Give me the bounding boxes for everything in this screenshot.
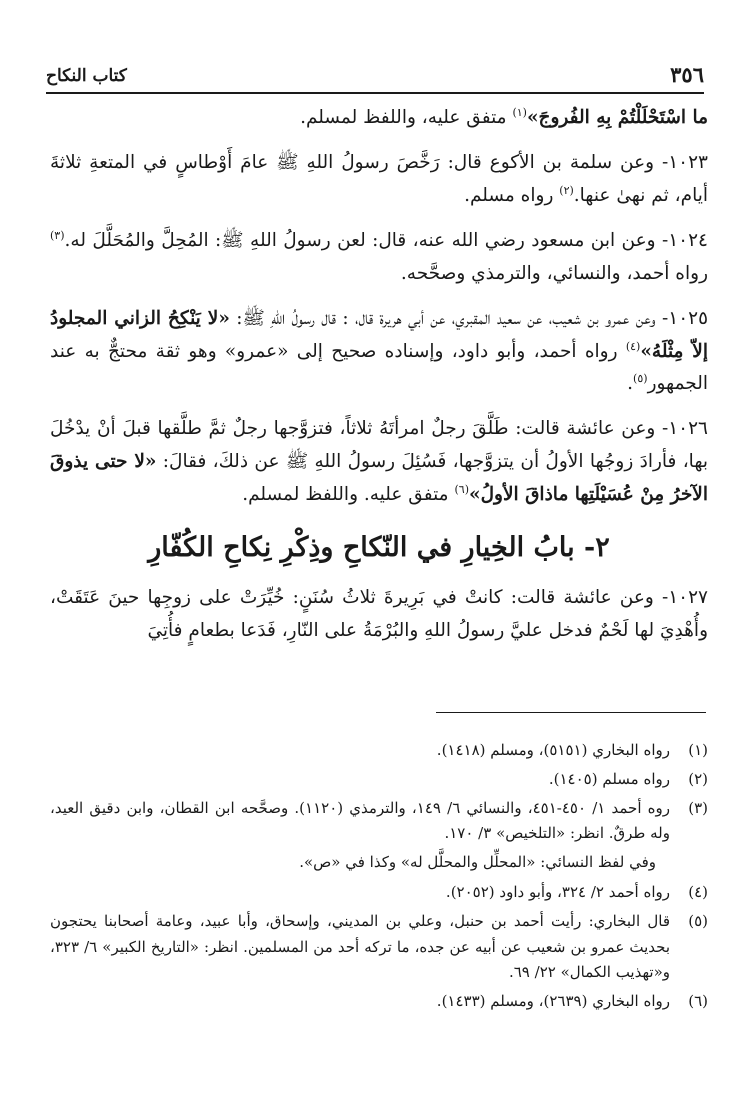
footnote-text: روه أحمد ١/ ٤٥٠-٤٥١، والنسائي ٦/ ١٤٩، والترمذي (١١٢٠). وصحَّحه ابن القطان، وابن دقيق العيد، وله طرقٌ. انظر: «التلخيص» ٣/ ١٧٠.	[50, 798, 671, 843]
footnote-text: قال البخاري: رأيت أحمد بن حنبل، وعلي بن المديني، وإسحاق، وأبا عبيد، وعامة أصحابنا يحتجون بحديث عمرو بن شعيب عن أبيه عن جده، ما تركه أحد من المسلمين. انظر: «التاريخ الكبير» ٦/ ٣٢٣، و«تهذيب الكمال» ٢٢/ ٦٩.	[50, 911, 670, 982]
main-text	[50, 102, 708, 658]
hadith-quote: «لا يَنْكِحُ الزاني المجلودُ إلاّ مِثْلَهُ»	[50, 307, 708, 362]
book-title: كتاب النكاح	[46, 66, 127, 86]
footnote-ref: (٣)	[50, 228, 65, 242]
paragraph-text: .	[627, 373, 634, 395]
footnote-ref: (٥)	[633, 372, 648, 386]
footnote-ref: (١)	[512, 105, 527, 119]
footnote-number: (٣)	[688, 798, 708, 817]
footnote-text: رواه البخاري (٥١٥١)، ومسلم (١٤١٨).	[436, 741, 670, 759]
hadith-1023	[50, 147, 708, 213]
paragraph-text: ١٠٢٣- وعن سلمة بن الأكوع قال: رَخَّصَ رسولُ اللهِ ﷺ عامَ أَوْطاسٍ في المتعةِ ثلاثةَ أيام، ثم نهىٰ عنها.	[50, 151, 708, 206]
paragraph-continuation	[50, 102, 708, 135]
paragraph-text: ١٠٢٤- وعن ابن مسعود رضي الله عنه، قال: لعن رسولُ اللهِ ﷺ: المُحِلَّ والمُحَلَّلَ له.	[64, 229, 708, 251]
footnote	[50, 738, 708, 764]
paragraph-text: متفق عليه. واللفظ لمسلم.	[242, 484, 455, 506]
footnote-text: رواه البخاري (٢٦٣٩)، ومسلم (١٤٣٣).	[436, 992, 670, 1011]
footnote-text: رواه مسلم (١٤٠٥).	[548, 769, 670, 788]
hadith-quote: ما اسْتَحْلَلْتُمْ بِهِ الفُروجَ»	[526, 107, 708, 128]
hadith-quote: «لا حتى يذوقَ الآخرُ مِنْ عُسَيْلَتِها ماذاقَ الأولُ»	[50, 451, 708, 506]
chapter-title: ٢- بابُ الخِيارِ في النّكاحِ وذِكْرِ نِكاحِ الكُفّارِ	[148, 532, 610, 564]
page-header	[46, 60, 704, 94]
footnote-number: (١)	[688, 741, 708, 759]
footnote-number: (٢)	[688, 769, 708, 788]
paragraph-text: متفق عليه، واللفظ لمسلم.	[300, 107, 513, 128]
footnote-ref: (٢)	[559, 183, 574, 197]
footnote	[50, 767, 708, 793]
paragraph-text: ١٠٢٦- وعن عائشة قالت: طَلَّقَ رجلٌ امرأتَهُ ثلاثاً، فتزوَّجها رجلٌ ثمَّ طلَّقها قبلَ أنْ يدْخُلَ بها، فأرادَ زوجُها الأولُ أن يتزوَّجها، فَسُئِلَ رسولُ اللهِ ﷺ عن ذلكَ، فقالَ:	[50, 418, 708, 473]
footnote-number: (٤)	[688, 882, 708, 901]
footnote-text: رواه أحمد ٢/ ٣٢٤، وأبو داود (٢٠٥٢).	[445, 882, 670, 901]
hadith-1024	[50, 225, 708, 291]
paragraph-text: رواه أحمد، والنسائي، والترمذي وصحَّحه.	[400, 262, 708, 284]
paragraph-text: ١٠٢٧- وعن عائشة قالت: كانتْ في بَرِيرةَ ثلاثُ سُنَنٍ: خُيِّرَتْ على زوجِها حينَ عَتَقَتْ، وأُهْدِيَ لها لَحْمٌ فدخل عليَّ رسولُ اللهِ والبُرْمَةُ على النّارِ، فَدَعا بطعامٍ فأُتِيَ	[50, 587, 708, 642]
footnote-number: (٦)	[688, 992, 708, 1011]
footnote-ref: (٦)	[454, 483, 469, 497]
footnote	[50, 880, 708, 906]
paragraph-text: رواه أحمد، وأبو داود، وإسناده صحيح إلى «عمرو» وهو ثقة محتجٌّ به عند الجمهور	[50, 340, 708, 395]
hadith-1026	[50, 413, 708, 512]
hadith-1027	[50, 582, 708, 648]
footnote-extra-note: وفي لفظ النسائي: «المحلِّل والمحلَّل له» وكذا في «ص».	[299, 853, 656, 872]
paragraph-text: رواه مسلم.	[464, 184, 560, 206]
footnote-number: (٥)	[688, 911, 708, 930]
paragraph-text: ١٠٢٥- وعن عمرو بن شعيب، عن سعيد المقبري، عن أبي هريرة قال، : قال رسولُ اللهِ ﷺ:	[229, 307, 709, 329]
page-number: ٣٥٦	[670, 62, 704, 87]
footnote-ref: (٤)	[625, 339, 641, 353]
footnote	[50, 796, 708, 848]
footnote	[50, 989, 708, 1015]
footnote-divider	[436, 712, 706, 713]
hadith-1025	[50, 303, 708, 402]
footnotes	[50, 738, 708, 1018]
footnote	[50, 909, 708, 986]
